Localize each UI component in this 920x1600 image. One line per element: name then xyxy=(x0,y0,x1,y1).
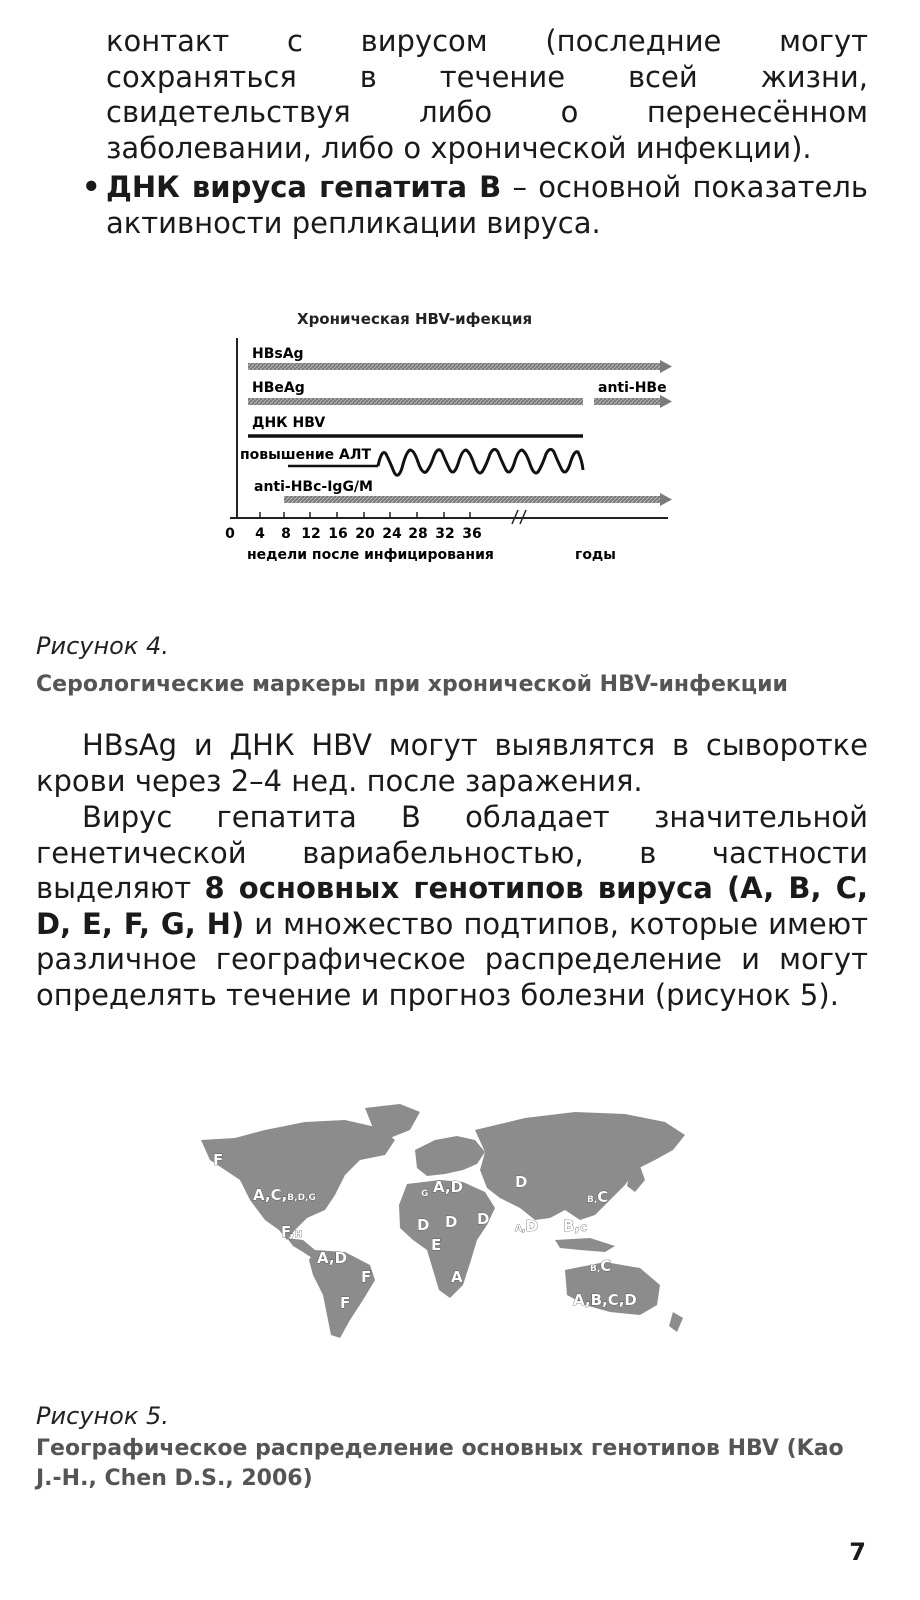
label-hbeag: HBeAg xyxy=(252,380,305,396)
tick-36: 36 xyxy=(462,526,482,542)
label-south-america-ad: A,D xyxy=(317,1249,348,1267)
label-se-asia-main: B, xyxy=(563,1217,581,1235)
genotypes-bold-text: 8 основных генотипов вируса (A, B, C, D, E, F, G, H) xyxy=(36,871,868,941)
label-west-africa: D xyxy=(417,1216,430,1234)
bar-hbeag xyxy=(248,398,583,405)
label-south-america-f2: F xyxy=(340,1294,351,1312)
arrow-hbsag xyxy=(660,360,672,373)
tick-4: 4 xyxy=(255,526,265,542)
tick-8: 8 xyxy=(281,526,291,542)
paragraph-hbsag-detection: HBsAg и ДНК HBV могут выявлятся в сыворотке крови через 2–4 нед. после заражения. xyxy=(36,728,868,798)
tick-0: 0 xyxy=(225,526,235,542)
figure5-caption-text: Географическое распределение основных генотипов HBV (Kao J.-H., Chen D.S., 2006) xyxy=(36,1436,844,1491)
indonesia-shape xyxy=(555,1238,615,1252)
x-tick-labels xyxy=(225,526,482,542)
figure4-title: Хроническая HBV-ифекция xyxy=(297,310,533,328)
page-number: 7 xyxy=(849,1538,866,1566)
figure4-chart xyxy=(210,300,690,580)
label-anti-hbc: anti-HBc-IgG/M xyxy=(254,479,373,495)
label-india-minor: A, xyxy=(515,1224,526,1234)
figure5-world-map xyxy=(195,1100,695,1340)
label-india xyxy=(515,1217,538,1235)
bullet-dot: • xyxy=(82,170,101,204)
xlabel-weeks: недели после инфицирования xyxy=(247,547,494,563)
label-middle-east: D xyxy=(477,1210,490,1228)
label-central-america-main: F, xyxy=(281,1223,295,1241)
wave-alt xyxy=(378,449,583,475)
xlabel-years: годы xyxy=(575,547,616,563)
label-north-america-minor: B,D,G xyxy=(287,1193,316,1203)
label-dna: ДНК HBV xyxy=(252,415,326,431)
tick-32: 32 xyxy=(435,526,455,542)
bar-anti-hbc xyxy=(284,496,662,503)
tick-20: 20 xyxy=(355,526,375,542)
bar-anti-hbe xyxy=(594,398,662,405)
label-europe-main: A,D xyxy=(433,1178,464,1196)
genotypes-text-start: Вирус гепатита В обладает значительной генетической вариабельностью, в частности выделяют xyxy=(36,800,868,905)
label-indonesia-main: C xyxy=(600,1257,612,1275)
africa-shape xyxy=(399,1180,495,1298)
bullet-paragraph xyxy=(106,170,868,241)
paragraph-genotypes xyxy=(36,800,868,1013)
tick-24: 24 xyxy=(382,526,402,542)
label-se-asia xyxy=(563,1217,587,1235)
arrow-anti-hbe xyxy=(660,395,672,408)
label-central-africa: E xyxy=(431,1236,442,1254)
new-zealand-shape xyxy=(669,1312,683,1332)
continuation-paragraph: контакт с вирусом (последние могут сохраняться в течение всей жизни, свидетельствуя либо о перенесённом заболевании, либо о хронической инфекции). xyxy=(106,24,868,165)
label-hbsag: HBsAg xyxy=(252,346,304,362)
figure4-caption-label: Рисунок 4. xyxy=(36,632,169,660)
bar-hbsag xyxy=(248,363,662,370)
label-f-alaska: F xyxy=(213,1151,224,1169)
label-indonesia-minor: B, xyxy=(590,1264,601,1274)
europe-shape xyxy=(415,1136,485,1176)
bullet-bold-text: ДНК вируса гепатита В xyxy=(106,170,502,204)
figure5-caption-label: Рисунок 5. xyxy=(36,1402,169,1430)
label-north-america-main: A,C, xyxy=(253,1186,288,1204)
label-india-main: D xyxy=(525,1217,539,1235)
bullet-rest-text: – основной показатель активности репликации вируса. xyxy=(106,170,868,240)
tick-12: 12 xyxy=(301,526,321,542)
genotypes-text-end: и множество подтипов, которые имеют различное географическое распределение и могут определять течение и прогноз болезни (рисунок 5). xyxy=(36,906,869,1012)
label-east-asia-main: C xyxy=(597,1188,609,1206)
label-east-asia-minor: B, xyxy=(587,1195,598,1205)
label-alt: повышение АЛТ xyxy=(240,447,372,463)
label-europe-minor: G xyxy=(421,1189,429,1199)
arrow-anti-hbc xyxy=(660,493,672,506)
figure4-caption-text: Серологические маркеры при хронической HBV-инфекции xyxy=(36,672,788,697)
asia-shape xyxy=(475,1112,685,1220)
label-south-america-f1: F xyxy=(361,1268,372,1286)
north-america-shape xyxy=(201,1120,395,1240)
label-australia: A,B,C,D xyxy=(573,1291,637,1309)
label-south-africa: A xyxy=(451,1268,463,1286)
label-central-america-minor: H xyxy=(294,1230,303,1240)
tick-28: 28 xyxy=(408,526,428,542)
label-north-africa: D xyxy=(445,1213,458,1231)
label-anti-hbe: anti-HBe xyxy=(598,380,667,396)
label-russia: D xyxy=(515,1173,528,1191)
label-indonesia xyxy=(590,1257,611,1275)
tick-16: 16 xyxy=(328,526,348,542)
label-se-asia-minor: C xyxy=(580,1224,587,1234)
